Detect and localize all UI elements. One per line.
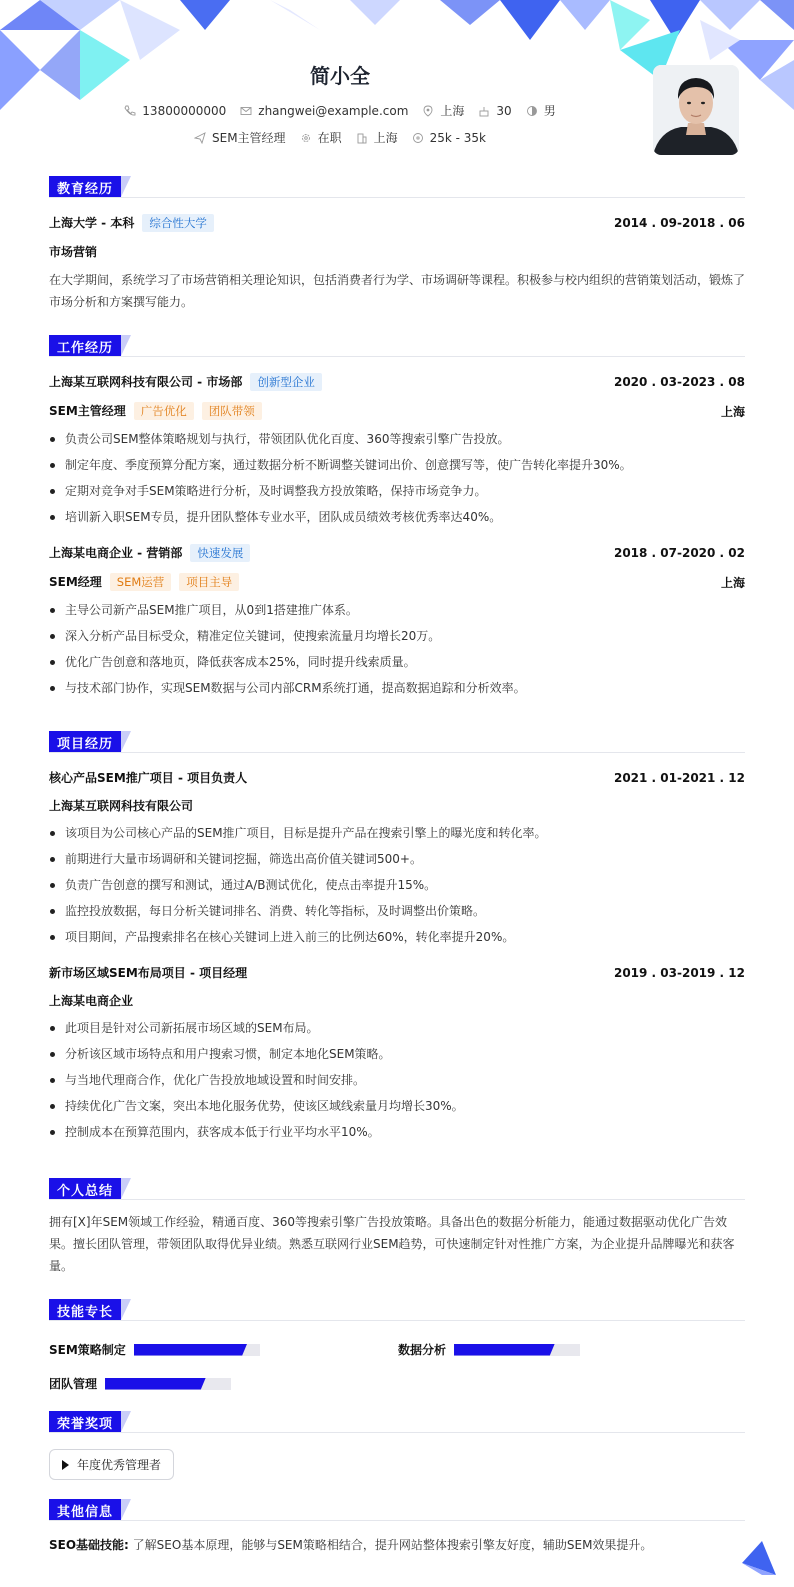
- email-item: [240, 104, 408, 118]
- job-title-text: SEM主管经理: [212, 131, 286, 145]
- major: 市场营销: [49, 245, 98, 259]
- coin-icon: [412, 132, 424, 144]
- education-section: [49, 176, 745, 313]
- list-item: 主导公司新产品SEM推广项目，从0到1搭建推广体系。: [49, 597, 745, 623]
- list-item: 项目期间，产品搜索排名在核心关键词上进入前三的比例达60%，转化率提升20%。: [49, 924, 745, 950]
- section-title: 荣誉奖项: [49, 1411, 121, 1432]
- list-item: 与当地代理商合作，优化广告投放地域设置和时间安排。: [49, 1067, 745, 1093]
- location-icon: [422, 105, 434, 117]
- other-label: SEO基础技能:: [49, 1538, 129, 1552]
- resume-header: [0, 0, 794, 160]
- city-item: [422, 102, 464, 119]
- projects-header: [49, 731, 745, 753]
- skill-bar: [105, 1378, 231, 1390]
- job-role: SEM主管经理: [49, 404, 126, 418]
- job-intent-row: [0, 129, 680, 146]
- list-item: 持续优化广告文案，突出本地化服务优势，使该区域线索量月均增长30%。: [49, 1093, 745, 1119]
- phone-item: [124, 104, 226, 118]
- skill-name: 团队管理: [49, 1377, 98, 1391]
- status-item: [300, 129, 342, 146]
- list-item: 分析该区域市场特点和用户搜索习惯，制定本地化SEM策略。: [49, 1041, 745, 1067]
- list-item: 与技术部门协作，实现SEM数据与公司内部CRM系统打通，提高数据追踪和分析效率。: [49, 675, 745, 701]
- send-icon: [194, 132, 206, 144]
- section-title: 工作经历: [49, 335, 121, 356]
- job-role-row: [49, 402, 745, 420]
- skill-item: [49, 1375, 231, 1392]
- target-city-item: [356, 129, 398, 146]
- gear-icon: [300, 132, 312, 144]
- candidate-name: 简小全: [310, 64, 370, 88]
- work-header: [49, 335, 745, 357]
- list-item: 该项目为公司核心产品的SEM推广项目，目标是提升产品在搜索引擎上的曝光度和转化率。: [49, 820, 745, 846]
- project-entry: [49, 769, 745, 950]
- school-tag: 综合性大学: [142, 214, 214, 232]
- education-date: 2014 . 09-2018 . 06: [613, 216, 745, 230]
- projects-section: [49, 731, 745, 1145]
- gender-text: 男: [543, 104, 556, 118]
- school-line: [49, 214, 214, 232]
- profile-photo: [653, 65, 739, 155]
- other-section: [49, 1499, 745, 1556]
- role-tag: 项目主导: [179, 573, 239, 591]
- awards-header: [49, 1411, 745, 1433]
- play-icon: [62, 1460, 69, 1470]
- skill-bar: [134, 1344, 260, 1356]
- section-title: 教育经历: [49, 176, 121, 197]
- status-text: 在职: [317, 131, 342, 145]
- list-item: 前期进行大量市场调研和关键词挖掘，筛选出高价值关键词500+。: [49, 846, 745, 872]
- age-text: 30: [496, 103, 512, 118]
- summary-header: [49, 1178, 745, 1200]
- other-text: 了解SEO基本原理，能够与SEM策略相结合，提升网站整体搜索引擎友好度，辅助SEM效果提升。: [132, 1538, 653, 1552]
- list-item: 控制成本在预算范围内，获客成本低于行业平均水平10%。: [49, 1119, 745, 1145]
- project-org: 上海某互联网科技有限公司: [49, 799, 194, 813]
- job-date: 2020 . 03-2023 . 08: [613, 375, 745, 389]
- section-title: 个人总结: [49, 1178, 121, 1199]
- summary-text: 拥有[X]年SEM领域工作经验，精通百度、360等搜索引擎广告投放策略。具备出色的数据分析能力，能通过数据驱动优化广告效果。擅长团队管理，带领团队取得优异业绩。熟悉互联网行业SEM趋势，可快速制定针对性推广方案，为企业提升品牌曝光和获客量。: [49, 1215, 735, 1273]
- cake-icon: [478, 105, 490, 117]
- project-org: 上海某电商企业: [49, 994, 134, 1008]
- company-name: 上海某电商企业 - 营销部: [49, 546, 183, 560]
- summary-section: [49, 1178, 745, 1277]
- skill-item: [49, 1341, 260, 1358]
- gender-icon: [526, 105, 538, 117]
- list-item: 负责公司SEM整体策略规划与执行，带领团队优化百度、360等搜索引擎广告投放。: [49, 426, 745, 452]
- job-location: 上海: [720, 404, 745, 419]
- project-date: 2019 . 03-2019 . 12: [613, 965, 745, 980]
- job-role-row: [49, 573, 745, 591]
- job-company-row: [49, 373, 745, 391]
- skill-item: [398, 1341, 580, 1358]
- job-date: 2018 . 07-2020 . 02: [613, 546, 745, 560]
- project-name: 新市场区域SEM布局项目 - 项目经理: [49, 966, 248, 980]
- salary-item: [412, 131, 486, 145]
- gender-item: [526, 102, 556, 119]
- job-entry: [49, 373, 745, 530]
- education-row: [49, 214, 745, 232]
- skill-name: SEM策略制定: [49, 1343, 126, 1357]
- list-item: 负责广告创意的撰写和测试，通过A/B测试优化，使点击率提升15%。: [49, 872, 745, 898]
- role-tag: SEM运营: [110, 573, 172, 591]
- skill-bar-fill: [134, 1344, 247, 1356]
- awards-section: [49, 1411, 745, 1480]
- project-bullets: [49, 1015, 745, 1145]
- email-text: zhangwei@example.com: [258, 103, 409, 118]
- job-location: 上海: [720, 575, 745, 590]
- project-title-row: [49, 964, 745, 981]
- education-header: [49, 176, 745, 198]
- project-date: 2021 . 01-2021 . 12: [613, 770, 745, 785]
- city-text: 上海: [440, 104, 465, 118]
- avatar-illustration: [653, 65, 739, 155]
- job-bullets: [49, 597, 745, 701]
- skills-header: [49, 1299, 745, 1321]
- other-info: [49, 1534, 745, 1556]
- project-title-row: [49, 769, 745, 786]
- mail-icon: [240, 105, 252, 117]
- education-desc: 在大学期间，系统学习了市场营销相关理论知识，包括消费者行为学、市场调研等课程。积极参与校内组织的营销策划活动，锻炼了市场分析和方案撰写能力。: [49, 273, 746, 309]
- project-name: 核心产品SEM推广项目 - 项目负责人: [49, 771, 248, 785]
- section-title: 项目经历: [49, 731, 121, 752]
- phone-icon: [124, 105, 136, 117]
- target-city-text: 上海: [373, 131, 398, 145]
- salary-text: 25k - 35k: [429, 130, 486, 145]
- list-item: 培训新入职SEM专员，提升团队整体专业水平，团队成员绩效考核优秀率达40%。: [49, 504, 745, 530]
- footer-decoration: [742, 1541, 776, 1575]
- job-entry: [49, 544, 745, 701]
- school-name: 上海大学 - 本科: [49, 216, 135, 230]
- skill-bar: [454, 1344, 580, 1356]
- award-name: 年度优秀管理者: [77, 1458, 162, 1472]
- age-item: [478, 104, 511, 118]
- skills-section: [49, 1299, 745, 1399]
- company-name: 上海某互联网科技有限公司 - 市场部: [49, 375, 243, 389]
- award-item: [49, 1449, 174, 1480]
- work-section: [49, 335, 745, 701]
- list-item: 深入分析产品目标受众，精准定位关键词，使搜索流量月均增长20万。: [49, 623, 745, 649]
- section-title: 技能专长: [49, 1299, 121, 1320]
- company-tag: 创新型企业: [250, 373, 322, 391]
- list-item: 此项目是针对公司新拓展市场区域的SEM布局。: [49, 1015, 745, 1041]
- job-company-row: [49, 544, 745, 562]
- role-tag: 团队带领: [202, 402, 262, 420]
- job-role: SEM经理: [49, 575, 102, 589]
- section-title: 其他信息: [49, 1499, 121, 1520]
- skill-bar-fill: [105, 1378, 206, 1390]
- building-icon: [356, 132, 368, 144]
- list-item: 定期对竞争对手SEM策略进行分析，及时调整我方投放策略，保持市场竞争力。: [49, 478, 745, 504]
- project-entry: [49, 964, 745, 1145]
- project-bullets: [49, 820, 745, 950]
- role-tag: 广告优化: [134, 402, 194, 420]
- list-item: 制定年度、季度预算分配方案，通过数据分析不断调整关键词出价、创意撰写等，使广告转化率提升30%。: [49, 452, 745, 478]
- list-item: 监控投放数据，每日分析关键词排名、消费、转化等指标，及时调整出价策略。: [49, 898, 745, 924]
- skill-name: 数据分析: [398, 1343, 447, 1357]
- other-header: [49, 1499, 745, 1521]
- skill-bar-fill: [454, 1344, 555, 1356]
- phone-text: 13800000000: [142, 103, 227, 118]
- list-item: 优化广告创意和落地页，降低获客成本25%，同时提升线索质量。: [49, 649, 745, 675]
- contact-row: [0, 102, 680, 119]
- company-tag: 快速发展: [190, 544, 250, 562]
- job-bullets: [49, 426, 745, 530]
- job-title-item: [194, 129, 286, 146]
